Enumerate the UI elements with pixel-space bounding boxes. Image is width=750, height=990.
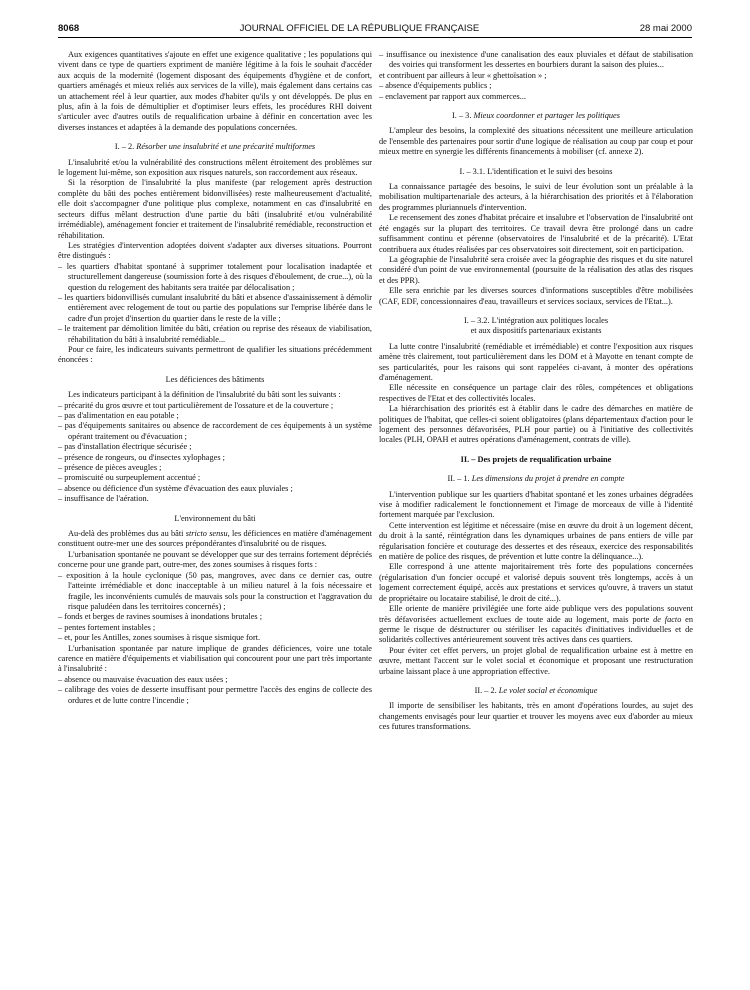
section-number: I. – 2. [114, 142, 135, 152]
paragraph: L'urbanisation spontanée ne pouvant se développer que sur des terrains fortement dépréciés concerne pour une grande part, outre-mer, des zones soumises à risques forts : [58, 549, 372, 570]
text-run: , les déficiences en matière d'aménagement constituent outre-mer une des sources prépondérantes d'insalubrité ou de risques. [58, 529, 372, 549]
list-item: – insuffisance ou inexistence d'une canalisation des eaux pluviales et défaut de stabilisation des voiries qui transforment les dessertes en bourbiers durant la saison des pluies... [379, 50, 693, 70]
left-column [58, 50, 372, 706]
section-number: II. – 2. [474, 685, 497, 695]
list-item: – absence d'équipements publics ; [379, 81, 492, 91]
list-item: – enclavement par rapport aux commerces... [379, 91, 526, 101]
section-title: Mieux coordonner et partager les politiques [473, 111, 620, 121]
paragraph: Elle correspond à une attente majoritairement très forte des populations concernées (régularisation d'un foncier occupé et valorisé depuis souvent très longtemps, accès à un logement correctement équipé, accès aux prestations et services qu'ouvre, à travers un statut de propriétaire ou locataire stabilisé, le droit de cité...). [379, 562, 693, 603]
list-item: – pas d'alimentation en eau potable ; [58, 411, 179, 420]
bullet-list [379, 50, 693, 71]
paragraph: Elle sera enrichie par les diverses sources d'informations susceptibles d'être mobilisées (CAF, EDF, concessionnaires d'eau, travailleurs et services sociaux, services de l'Etat...). [379, 286, 693, 306]
paragraph [58, 529, 372, 550]
page-number: 8068 [58, 23, 80, 34]
paragraph [379, 604, 693, 646]
section-heading [379, 474, 693, 484]
list-item: – absence ou déficience d'un système d'évacuation des eaux pluviales ; [58, 483, 293, 493]
list-item: – présence de pièces aveugles ; [58, 463, 162, 473]
list-item: – présence de rongeurs, ou d'insectes xylophages ; [58, 452, 225, 462]
list-item: – calibrage des voies de desserte insuffisant pour permettre l'accès des engins de collecte des ordures et de lutte contre l'incendie ; [58, 685, 372, 705]
section-number: I. – 3. [452, 111, 472, 121]
paragraph: L'insalubrité et/ou la vulnérabilité des constructions mêlent étroitement des problèmes sur le logement lui-même, son exposition aux risques naturels, son raccordement aux réseaux. [58, 157, 372, 178]
section-heading [379, 111, 693, 121]
section-number: II. – 1. [447, 474, 470, 484]
paragraph: Pour ce faire, les indicateurs suivants permettront de qualifier les situations précédemment énoncées : [58, 344, 372, 365]
part-heading [379, 455, 693, 465]
page-header [58, 20, 692, 34]
bullet-list [58, 401, 372, 505]
list-item: – les quartiers d'habitat spontané à supprimer totalement pour localisation inadaptée et structurellement dangereuse (soumission forte à des risques d'éboulement, de crue...), où la question du relogement des habitants sera traitée par délocalisation ; [58, 261, 372, 292]
text-run: Au-delà des problèmes dus au bâti [68, 529, 186, 539]
paragraph: La lutte contre l'insalubrité (remédiable et irrémédiable) et contre l'exposition aux risques amène très clairement, tout particulièrement dans les DOM et à Mayotte en tenant compte de ses particularités, pour les raisons qui sont rappelées ci-avant, à monter des opérations d'aménagement. [379, 341, 693, 382]
section-title: Les dimensions du projet à prendre en compte [471, 474, 625, 484]
paragraph: Les indicateurs participant à la définition de l'insalubrité du bâti sont les suivants : [68, 390, 341, 400]
subheading [379, 316, 693, 337]
paragraph: Elle nécessite en conséquence un partage clair des rôles, compétences et obligations respectives de l'Etat et des collectivités locales. [379, 383, 693, 403]
list-item: – exposition à la houle cyclonique (50 pas, mangroves, avec dans ce dernier cas, outre l'atteinte irrémédiable et donc inacceptable à un milieu naturel à la fois nécessaire et fragile, les inconvénients cumulés de mauvais sols pour la construction et l'aggravation du risque paludéen dans les territoires concernés) ; [58, 570, 372, 611]
list-item: – pas d'installation électrique sécurisée ; [58, 442, 192, 452]
paragraph: Les stratégies d'intervention adoptées doivent s'adapter aux diverses situations. Pourront être distingués : [58, 240, 372, 261]
subheading-line: et aux dispositifs partenariaux existants [470, 326, 602, 336]
section-heading [379, 686, 693, 696]
text-run: Elle oriente de manière privilégiée une forte aide publique vers des populations souvent très défavorisées actuellement exclues de toute aide au logement, mais porte [379, 604, 693, 624]
paragraph: Cette intervention est légitime et nécessaire (mise en œuvre du droit à un logement décent, du droit à la santé, réintégration dans les dynamiques urbaines de pans entiers de ville par régularisation foncière et couturage des dessertes et des réseaux, exercice des responsabilités en matière de police des risques, de prévention et lutte contre la délinquance...). [379, 520, 693, 562]
list-item: – précarité du gros œuvre et tout particulièrement de l'ossature et de la couverture ; [58, 400, 334, 410]
list-item: – insuffisance de l'aération. [58, 494, 149, 504]
subheading: L'environnement du bâti [174, 513, 256, 523]
paragraph: L'intervention publique sur les quartiers d'habitat spontané et les zones urbaines dégradées vise à modifier radicalement le fonctionnement et l'image de morceaux de ville à l'identité fortement marquée par l'exclusion. [379, 489, 693, 520]
paragraph: Si la résorption de l'insalubrité la plus manifeste (par relogement après destruction complète du bâti des poches entièrement bidonvillisées) reste malheureusement d'actualité, elle doit s'accompagner d'une politique plus complexe, notamment en cas d'insalubrité en secteurs diffus mêlant destruction d'une partie du bâti (insalubrité et/ou vulnérabilité irrémédiable), aménagement foncier et traitement de l'insalubrité remédiable, reconstruction et réhabilitation. [58, 178, 372, 240]
section-title: Résorber une insalubrité et une précarité multiformes [136, 142, 316, 152]
italic-run: de facto [653, 614, 682, 624]
paragraph: L'urbanisation spontanée par nature implique de grandes déficiences, voire une totale carence en matière d'équipements et viabilisation qui concourent pour une part très importante à l'insalubrité : [58, 643, 372, 674]
list-item: – absence ou mauvaise évacuation des eaux usées ; [58, 674, 228, 684]
list-item: – pas d'équipements sanitaires ou absence de raccordement de ces équipements à un système opérant traitement ou d'évacuation ; [58, 421, 372, 441]
bullet-list [58, 262, 372, 345]
list-item: – et, pour les Antilles, zones soumises à risque sismique fort. [58, 633, 261, 643]
paragraph: Le recensement des zones d'habitat précaire et insalubre et l'observation de l'insalubrité ont été engagés sur la plupart des territoires. Ce travail devra être prolongé dans un cadre suffisamment continu et pérenne (observatoires de l'insalubrité et de la précarité). L'Etat contribuera aux études réalisées par ces observatoires soit directement, soit en participation. [379, 213, 693, 254]
list-item: – pentes fortement instables ; [58, 622, 156, 632]
list-item: – le traitement par démolition limitée du bâti, création ou reprise des réseaux de viabilisation, réhabilitation du bâti à insalubrité remédiable... [58, 324, 372, 344]
part-title: II. – Des projets de requalification urbaine [460, 454, 612, 464]
paragraph: La hiérarchisation des priorités est à établir dans le cadre des démarches en matière de politiques de l'habitat, que celles-ci soient obligatoires (plans départementaux d'action pour le logement des personnes défavorisées, PLH pour partie) ou à l'initiative des collectivités locales (PLH, OPAH et autres opérations d'aménagement, contrats de ville). [379, 404, 693, 445]
list-item: – fonds et berges de ravines soumises à inondations brutales ; [58, 612, 263, 622]
paragraph: Il importe de sensibiliser les habitants, très en amont d'opérations lourdes, au sujet des changements envisagés pour leur quartier et trouver les moyens avec eux d'aborder au mieux ces futures transformations. [379, 701, 693, 732]
header-rule [58, 37, 692, 38]
subheading: I. – 3.1. L'identification et le suivi des besoins [459, 166, 613, 176]
list-item: – les quartiers bidonvillisés cumulant insalubrité du bâti et absence d'assainissement à démolir entièrement avec relogement de tout ou partie des populations sur l'emprise libérée dans le cadre d'un projet d'insertion du quartier dans le reste de la ville ; [58, 292, 372, 323]
paragraph: et contribuent par ailleurs à leur « ghettoïsation » ; [379, 70, 547, 80]
publication-date: 28 mai 2000 [639, 23, 692, 34]
subheading-line: I. – 3.2. L'intégration aux politiques locales [463, 315, 609, 325]
journal-title: JOURNAL OFFICIEL DE LA RÉPUBLIQUE FRANÇAISE [239, 23, 480, 34]
subheading: Les déficiences des bâtiments [165, 374, 265, 384]
bullet-list [379, 81, 693, 102]
bullet-list [58, 571, 372, 644]
paragraph: L'ampleur des besoins, la complexité des situations nécessitent une meilleure articulation de l'ensemble des partenaires pour sortir d'une logique de réalisation au coup par coup et pour mieux mettre en synergie les différents financements à mobiliser (cf. annexe 2). [379, 126, 693, 157]
bullet-list [58, 675, 372, 706]
text-run: en germe le risque de déstructurer ou stériliser les capacités d'initiatives individuelles et de solidarités collectives antérieurement souvent très actives dans ces quartiers. [379, 614, 693, 645]
paragraph: Pour éviter cet effet pervers, un projet global de requalification urbaine est à mettre en œuvre, mettant l'accent sur le volet social et économique et proposant une restructuration urbaine laissant place à une appropriation effective. [379, 645, 693, 676]
right-column [379, 50, 693, 733]
paragraph: La connaissance partagée des besoins, le suivi de leur évolution sont un préalable à la mobilisation multipartenariale des acteurs, à la hiérarchisation des priorités et à l'élaboration des programmes pluriannuels d'intervention. [379, 182, 693, 212]
list-item: – promiscuité ou surpeuplement accentué ; [58, 473, 201, 483]
italic-run: stricto sensu [185, 529, 228, 539]
section-title: Le volet social et économique [498, 685, 598, 695]
section-heading [58, 142, 372, 152]
paragraph: La géographie de l'insalubrité sera croisée avec la géographie des risques et du site naturel considéré d'un point de vue environnemental (poursuite de la réalisation des atlas des risques et des PPR). [379, 254, 693, 285]
paragraph: Aux exigences quantitatives s'ajoute en effet une exigence qualitative ; les populations qui vivent dans ce type de quartiers expriment de manière légitime à la fois le souhait d'accéder aux acquis de la modernité (logement disposant des équipements d'hygiène et de confort, quartiers aménagés et mieux reliés aux services de la ville), mais également dans certains cas un attachement réel à leur quartier, aux modes d'habiter qu'ils y ont développés. De plus en plus, afin à la fois de démultiplier et d'optimiser leurs effets, les procédures RHI doivent s'articuler avec d'autres outils de requalification urbaine à définir en concertation avec les diverses instances et adaptées à la demande des populations concernées. [58, 50, 372, 132]
